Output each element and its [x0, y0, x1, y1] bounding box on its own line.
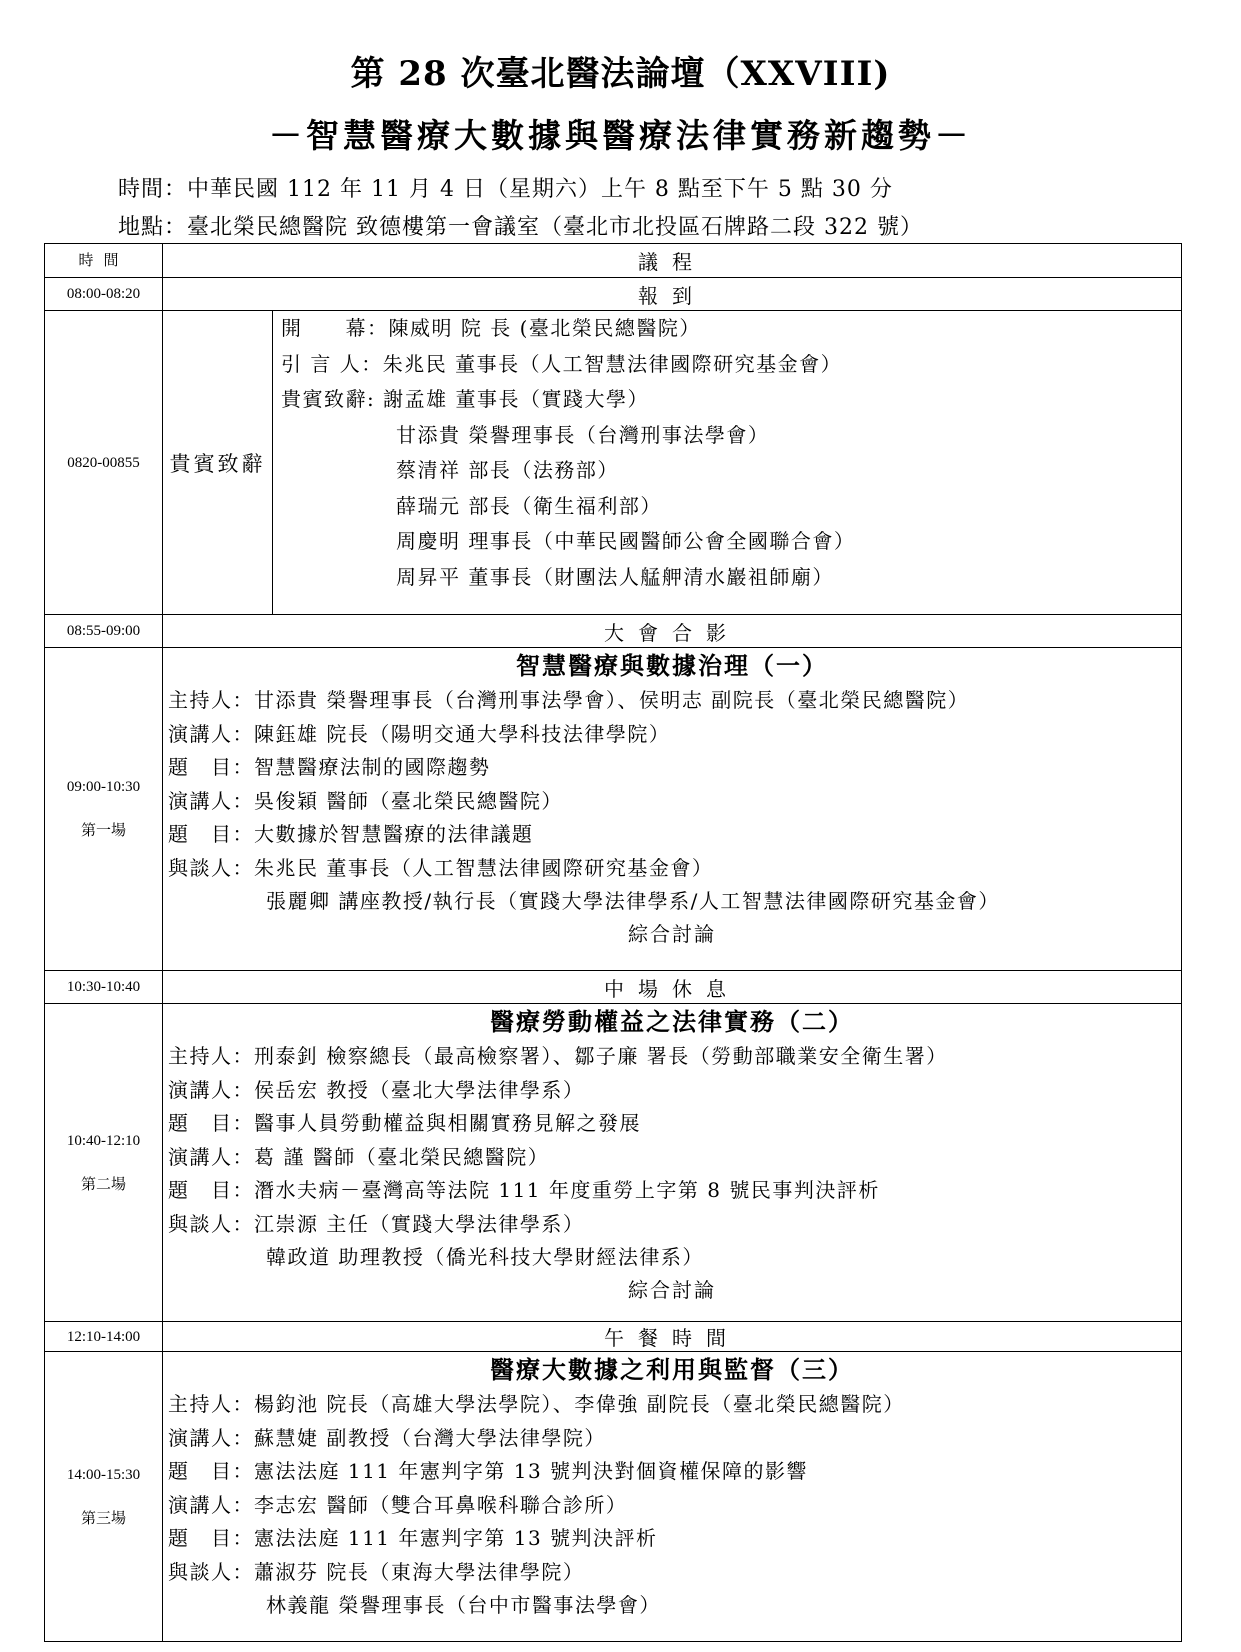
table-header-row — [45, 244, 1182, 278]
session1-line: 題 目：大數據於智慧醫療的法律議題 — [168, 822, 534, 846]
session2-content — [163, 1004, 1182, 1322]
lunch-time: 12:10-14:00 — [45, 1322, 163, 1352]
session2-discussion: 綜合討論 — [628, 1277, 716, 1302]
opening-row — [45, 311, 1182, 615]
session2-line: 演講人：葛 謹 醫師（臺北榮民總醫院） — [168, 1144, 550, 1169]
opening-line: 貴賓致辭: 謝孟雄 董事長（實踐大學） — [281, 387, 649, 411]
session3-title: 醫療大數據之利用與監督（三） — [490, 1355, 854, 1384]
registration-label: 報到 — [163, 278, 1182, 311]
break-row — [45, 971, 1182, 1004]
registration-row — [45, 278, 1182, 311]
session1-label: 第一場 — [80, 823, 126, 839]
session1-row — [45, 648, 1182, 971]
opening-cell — [163, 311, 1182, 615]
session1-title: 智慧醫療與數據治理（一） — [516, 651, 828, 680]
break-time: 10:30-10:40 — [45, 971, 163, 1004]
event-place: 地點：臺北榮民總醫院 致德樓第一會議室（臺北市北投區石牌路二段 322 號） — [118, 215, 923, 240]
session3-line: 演講人：李志宏 醫師（雙合耳鼻喉科聯合診所） — [168, 1492, 628, 1517]
session3-row — [45, 1352, 1182, 1642]
session2-time: 10:40-12:10 — [66, 1132, 141, 1149]
session3-line: 題 目：憲法法庭 111 年憲判字第 13 號判決對個資權保障的影響 — [168, 1459, 809, 1483]
session1-line: 演講人：陳鈺雄 院長（陽明交通大學科技法律學院） — [168, 721, 671, 746]
session1-line: 主持人：甘添貴 榮譽理事長（台灣刑事法學會）、侯明志 副院長（臺北榮民總醫院） — [168, 688, 970, 712]
session1-time-cell — [45, 648, 163, 971]
session3-time-cell — [45, 1352, 163, 1642]
session2-label: 第二場 — [80, 1176, 126, 1193]
session2-title: 醫療勞動權益之法律實務（二） — [490, 1007, 854, 1036]
session1-line: 題 目：智慧醫療法制的國際趨勢 — [168, 755, 491, 779]
session3-line: 題 目：憲法法庭 111 年憲判字第 13 號判決評析 — [168, 1526, 658, 1550]
guest-line: 薛瑞元 部長（衛生福利部） — [396, 493, 662, 518]
session2-line: 題 目：醫事人員勞動權益與相關實務見解之發展 — [168, 1111, 641, 1135]
guest-line: 周慶明 理事長（中華民國醫師公會全國聯合會） — [396, 529, 856, 553]
session3-time: 14:00-15:30 — [66, 1466, 141, 1483]
photo-label: 大會合影 — [163, 615, 1182, 648]
page-subtitle: －智慧醫療大數據與醫療法律實務新趨勢－ — [269, 116, 972, 155]
session1-line: 與談人：朱兆民 董事長（人工智慧法律國際研究基金會） — [168, 855, 714, 880]
opening-line: 引 言 人：朱兆民 董事長（人工智慧法律國際研究基金會） — [281, 351, 843, 376]
break-label: 中場休息 — [163, 971, 1182, 1004]
opening-content — [273, 311, 1182, 614]
agenda-table — [44, 243, 1182, 1642]
opening-inner-table — [163, 311, 1181, 614]
session2-time-cell — [45, 1004, 163, 1322]
session1-discussion: 綜合討論 — [628, 921, 716, 946]
event-time: 時間：中華民國 112 年 11 月 4 日（星期六）上午 8 點至下午 5 點 30 分 — [118, 177, 893, 202]
opening-time: 0820-00855 — [45, 311, 163, 615]
lunch-row — [45, 1322, 1182, 1352]
session2-line: 與談人：江崇源 主任（實踐大學法律學系） — [168, 1211, 585, 1236]
lunch-label: 午餐時間 — [163, 1322, 1182, 1352]
session1-content — [163, 648, 1182, 971]
photo-row — [45, 615, 1182, 648]
guest-line: 周昇平 董事長（財團法人艋舺清水巖祖師廟） — [396, 564, 834, 589]
session2-line: 題 目：潛水夫病－臺灣高等法院 111 年度重勞上字第 8 號民事判決評析 — [168, 1178, 880, 1202]
guest-line: 蔡清祥 部長（法務部） — [396, 458, 619, 482]
session3-line: 林義龍 榮譽理事長（台中市醫事法學會） — [266, 1593, 661, 1617]
session3-line: 主持人：楊鈞池 院長（高雄大學法學院）、李偉強 副院長（臺北榮民總醫院） — [168, 1392, 905, 1416]
session1-line: 張麗卿 講座教授/執行長（實踐大學法律學系/人工智慧法律國際研究基金會） — [266, 889, 1000, 913]
registration-time: 08:00-08:20 — [45, 278, 163, 311]
header-agenda: 議程 — [163, 244, 1182, 278]
session2-line: 韓政道 助理教授（僑光科技大學財經法律系） — [266, 1245, 704, 1269]
opening-line: 開 幕：陳威明 院 長 (臺北榮民總醫院） — [281, 316, 701, 340]
opening-label: 貴賓致辭 — [163, 311, 273, 614]
page-title: 第 28 次臺北醫法論壇（XXVIII) — [350, 54, 891, 94]
session3-label: 第三場 — [80, 1510, 126, 1527]
session3-line: 演講人：蘇慧婕 副教授（台灣大學法律學院） — [168, 1425, 606, 1450]
session3-content — [163, 1352, 1182, 1642]
guest-line: 甘添貴 榮譽理事長（台灣刑事法學會） — [396, 422, 770, 447]
session1-line: 演講人：吳俊穎 醫師（臺北榮民總醫院） — [168, 788, 563, 813]
session2-line: 主持人：刑泰釗 檢察總長（最高檢察署）、鄒子廉 署長（勞動部職業安全衛生署） — [168, 1044, 948, 1068]
header-time: 時間 — [45, 244, 163, 278]
session2-row — [45, 1004, 1182, 1322]
session1-time: 09:00-10:30 — [66, 779, 141, 795]
session2-line: 演講人：侯岳宏 教授（臺北大學法律學系） — [168, 1077, 585, 1102]
session3-line: 與談人：蕭淑芬 院長（東海大學法律學院） — [168, 1559, 585, 1584]
photo-time: 08:55-09:00 — [45, 615, 163, 648]
